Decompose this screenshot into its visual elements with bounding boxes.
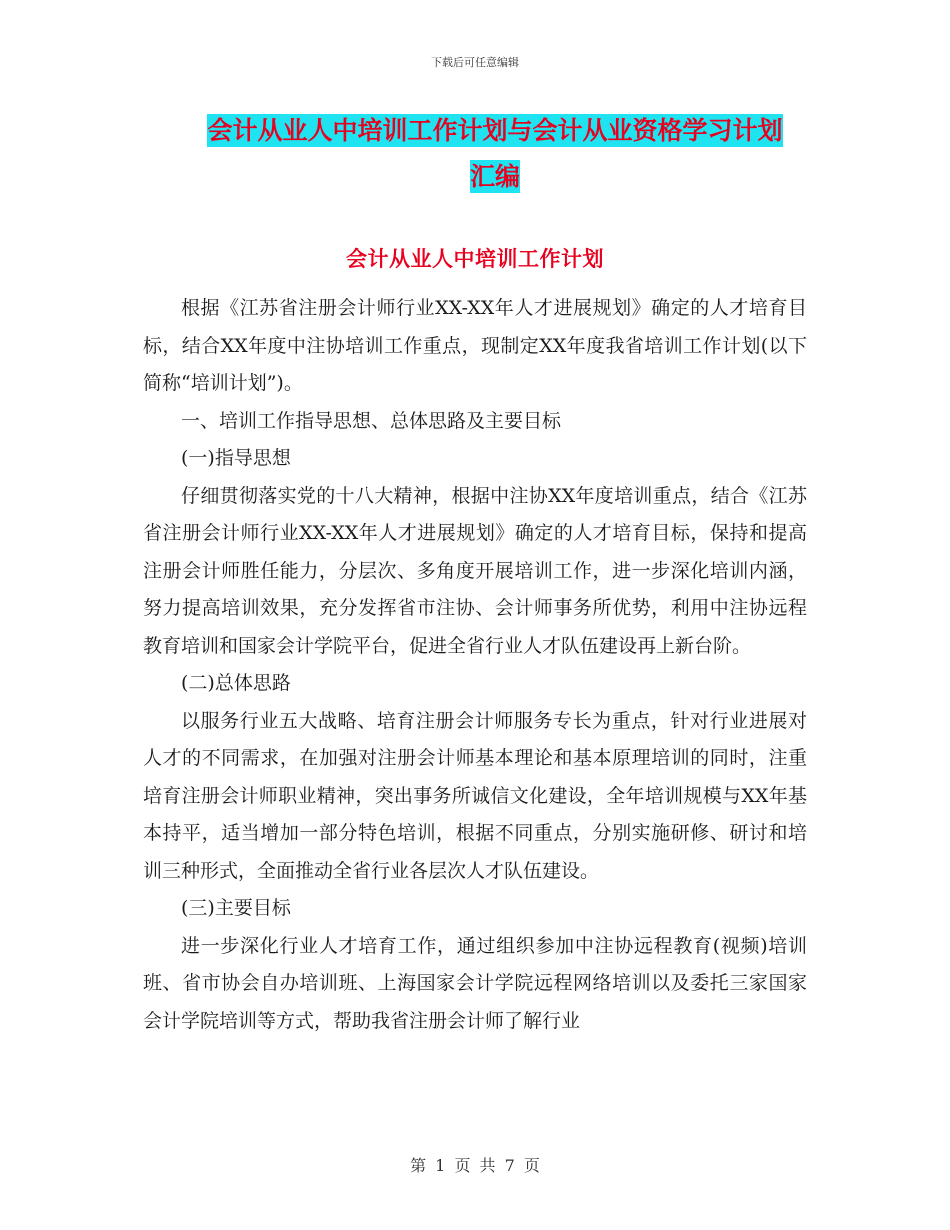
paragraph-main-goals: 进一步深化行业人才培育工作，通过组织参加中注协远程教育(视频)培训班、省市协会自办培训班、上海国家会计学院远程网络培训以及委托三家国家会计学院培训等方式，帮助我省注册会计师了解行业: [143, 934, 807, 1032]
document-title: [180, 108, 810, 200]
paragraph-guiding-ideology: 仔细贯彻落实党的十八大精神，根据中注协XX年度培训重点，结合《江苏省注册会计师行业XX-XX年人才进展规划》确定的人才培育目标，保持和提高注册会计师胜任能力，分层次、多角度开展培训工作，进一步深化培训内涵，努力提高培训效果，充分发挥省市注协、会计师事务所优势，利用中注协远程教育培训和国家会计学院平台，促进全省行业人才队伍建设再上新台阶。: [143, 484, 807, 657]
body-text: [143, 290, 807, 1040]
heading-guiding-ideology: (一)指导思想: [181, 447, 291, 469]
document-title-line1: 会计从业人中培训工作计划与会计从业资格学习计划: [207, 116, 783, 145]
paragraph-overall-approach: 以服务行业五大战略、培育注册会计师服务专长为重点，针对行业进展对人才的不同需求，在加强对注册会计师基本理论和基本原理培训的同时，注重培育注册会计师职业精神，突出事务所诚信文化建设，全年培训规模与XX年基本持平，适当增加一部分特色培训，根据不同重点，分别实施研修、研讨和培训三种形式，全面推动全省行业各层次人才队伍建设。: [143, 709, 807, 882]
paragraph-intro: 根据《江苏省注册会计师行业XX-XX年人才进展规划》确定的人才培育目标，结合XX年度中注协培训工作重点，现制定XX年度我省培训工作计划(以下简称“培训计划”)。: [143, 297, 807, 394]
header-note: 下载后可任意编辑: [431, 56, 519, 69]
heading-section-1: 一、培训工作指导思想、总体思路及主要目标: [181, 409, 562, 432]
page-number: 第 1 页 共 7 页: [410, 1156, 540, 1175]
section-title: 会计从业人中培训工作计划: [346, 247, 604, 271]
document-title-line2: 汇编: [469, 162, 520, 191]
heading-overall-approach: (二)总体思路: [181, 672, 291, 694]
heading-main-goals: (三)主要目标: [181, 897, 291, 919]
